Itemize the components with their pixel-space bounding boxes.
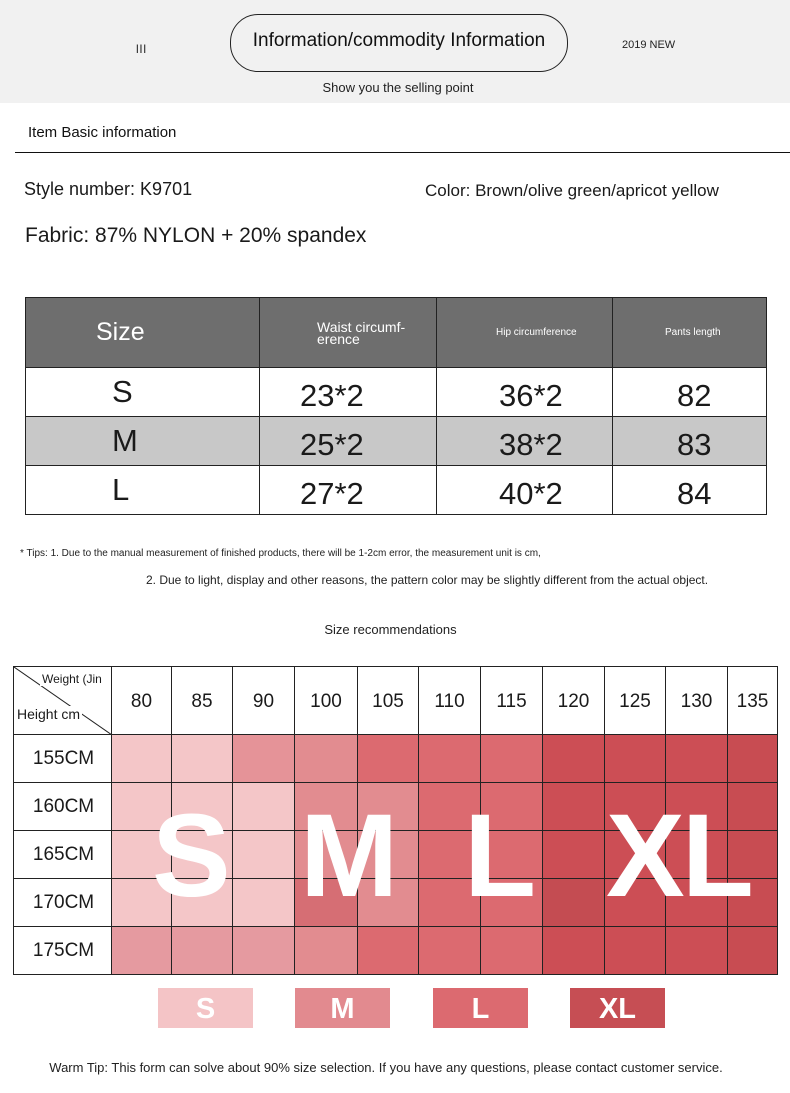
cell-hip: 38*2 bbox=[437, 417, 613, 466]
size-cell bbox=[605, 927, 666, 975]
fabric-info: Fabric: 87% NYLON + 20% spandex bbox=[25, 224, 367, 247]
size-cell bbox=[233, 879, 295, 927]
cell-waist: 25*2 bbox=[260, 417, 437, 466]
table-row bbox=[26, 417, 767, 466]
size-cell bbox=[172, 927, 233, 975]
header-title: Information/commodity Information bbox=[230, 14, 568, 72]
header-length: Pants length bbox=[613, 298, 767, 368]
weight-header: 115 bbox=[481, 667, 543, 735]
size-cell bbox=[295, 735, 358, 783]
cell-length: 84 bbox=[613, 466, 767, 515]
header-waist-line1: Waist circumf- bbox=[317, 318, 406, 335]
style-number: Style number: K9701 bbox=[24, 179, 193, 199]
size-cell bbox=[666, 735, 728, 783]
size-cell bbox=[543, 783, 605, 831]
weight-header: 130 bbox=[666, 667, 728, 735]
cell-waist: 27*2 bbox=[260, 466, 437, 515]
table-row bbox=[26, 466, 767, 515]
size-cell bbox=[419, 735, 481, 783]
cell-length: 82 bbox=[613, 368, 767, 417]
size-cell bbox=[295, 927, 358, 975]
cell-waist: 23*2 bbox=[260, 368, 437, 417]
size-cell bbox=[112, 927, 172, 975]
size-cell bbox=[233, 735, 295, 783]
size-cell bbox=[419, 927, 481, 975]
weight-header: 105 bbox=[358, 667, 419, 735]
grid-corner bbox=[14, 667, 112, 735]
tip-2: 2. Due to light, display and other reasons, the pattern color may be slightly different from the actual object. bbox=[146, 573, 709, 587]
header-waist bbox=[260, 298, 437, 368]
cell-hip: 36*2 bbox=[437, 368, 613, 417]
header-waist-line2: erence bbox=[317, 330, 360, 347]
size-overlay-l: L bbox=[464, 790, 537, 922]
size-cell bbox=[543, 735, 605, 783]
weight-header: 100 bbox=[295, 667, 358, 735]
weight-header: 110 bbox=[419, 667, 481, 735]
size-cell bbox=[666, 927, 728, 975]
divider bbox=[15, 152, 790, 153]
tip-1: * Tips: 1. Due to the manual measurement of finished products, there will be 1-2cm error, the measurement unit is cm, bbox=[20, 548, 541, 559]
height-header: 160CM bbox=[14, 783, 112, 831]
weight-header: 120 bbox=[543, 667, 605, 735]
size-table-header bbox=[26, 298, 767, 368]
weight-header: 125 bbox=[605, 667, 666, 735]
size-cell bbox=[543, 879, 605, 927]
height-axis-label: Height cm bbox=[17, 706, 81, 722]
size-cell bbox=[172, 735, 233, 783]
weight-header: 135 bbox=[728, 667, 778, 735]
header-size: Size bbox=[26, 298, 260, 368]
legend-xl: XL bbox=[570, 988, 665, 1028]
height-header: 170CM bbox=[14, 879, 112, 927]
size-cell bbox=[543, 831, 605, 879]
grid-header-row bbox=[14, 667, 778, 735]
height-header: 165CM bbox=[14, 831, 112, 879]
size-cell bbox=[358, 735, 419, 783]
size-cell bbox=[481, 927, 543, 975]
size-cell bbox=[233, 783, 295, 831]
grid-row bbox=[14, 927, 778, 975]
cell-size: M bbox=[26, 417, 260, 466]
size-overlay-s: S bbox=[152, 790, 231, 922]
height-header: 175CM bbox=[14, 927, 112, 975]
legend-m: M bbox=[295, 988, 390, 1028]
cell-length: 83 bbox=[613, 417, 767, 466]
size-table bbox=[25, 297, 767, 515]
size-cell bbox=[728, 927, 778, 975]
weight-axis-label: Weight (Jin bbox=[42, 672, 102, 686]
size-overlay-xl: XL bbox=[606, 790, 751, 922]
size-cell bbox=[605, 735, 666, 783]
size-cell bbox=[481, 735, 543, 783]
grid-row bbox=[14, 735, 778, 783]
height-header: 155CM bbox=[14, 735, 112, 783]
size-overlay-m: M bbox=[300, 790, 399, 922]
weight-header: 90 bbox=[233, 667, 295, 735]
size-cell bbox=[728, 735, 778, 783]
color-info: Color: Brown/olive green/apricot yellow bbox=[425, 181, 719, 200]
cell-size: S bbox=[26, 368, 260, 417]
cell-hip: 40*2 bbox=[437, 466, 613, 515]
table-row bbox=[26, 368, 767, 417]
size-cell bbox=[543, 927, 605, 975]
basic-info-title: Item Basic information bbox=[28, 124, 177, 141]
cell-size: L bbox=[26, 466, 260, 515]
legend-l: L bbox=[433, 988, 528, 1028]
header-subtitle: Show you the selling point bbox=[322, 80, 474, 95]
recommendation-title: Size recommendations bbox=[324, 622, 457, 637]
size-cell bbox=[358, 927, 419, 975]
weight-header: 80 bbox=[112, 667, 172, 735]
size-cell bbox=[233, 831, 295, 879]
warm-tip: Warm Tip: This form can solve about 90% size selection. If you have any questions, please contact customer service. bbox=[49, 1060, 723, 1075]
header-hip: Hip circumference bbox=[437, 298, 613, 368]
header-mark: lll bbox=[136, 42, 147, 56]
size-cell bbox=[112, 735, 172, 783]
legend-s: S bbox=[158, 988, 253, 1028]
weight-header: 85 bbox=[172, 667, 233, 735]
header-year: 2019 NEW bbox=[622, 39, 676, 51]
size-cell bbox=[233, 927, 295, 975]
